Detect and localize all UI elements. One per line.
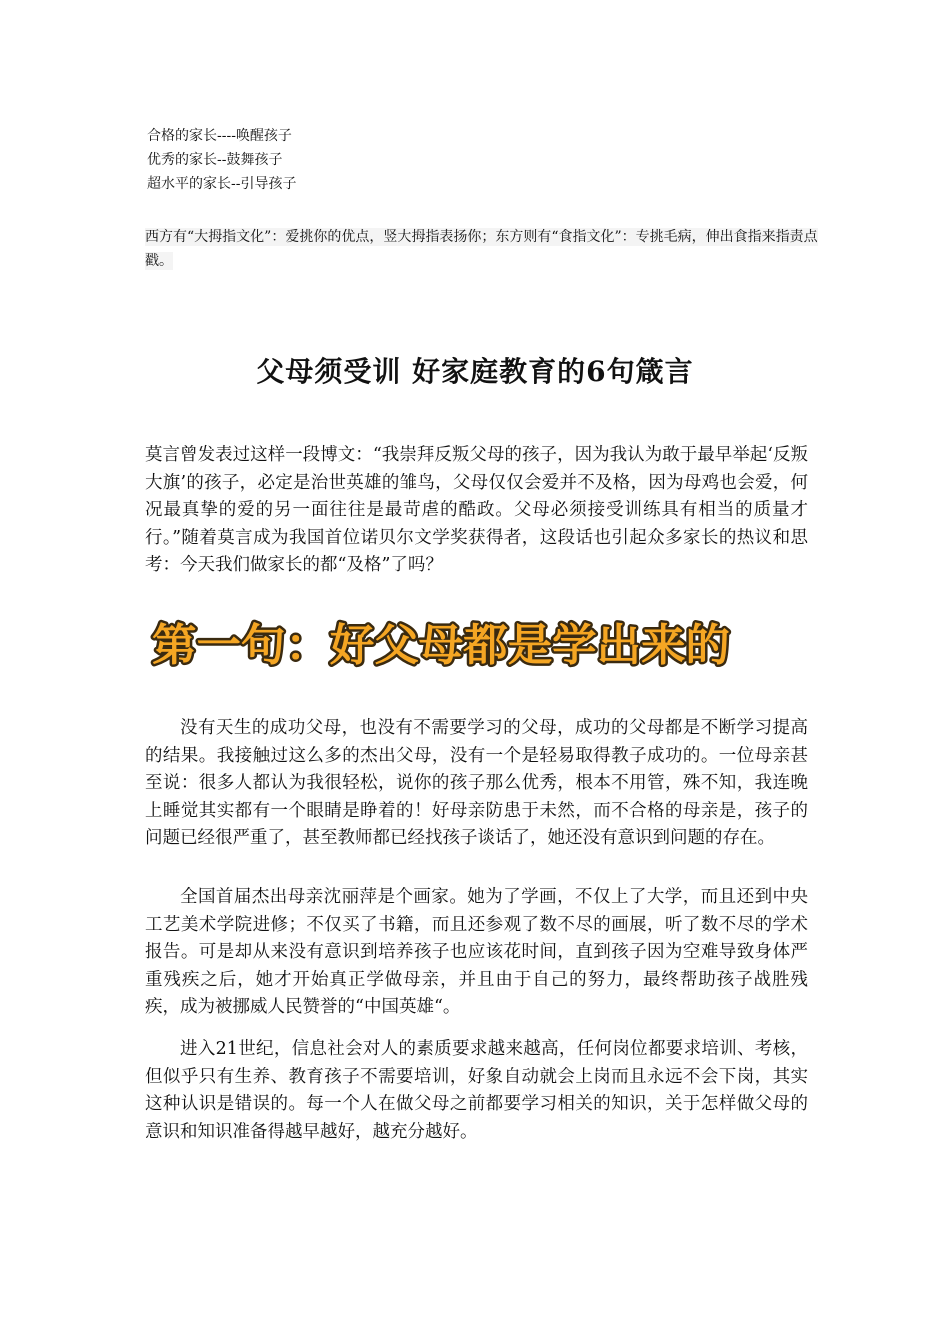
culture-note-block <box>145 225 825 273</box>
culture-note: 西方有“大拇指文化”：爱挑你的优点，竖大拇指表扬你；东方则有“食指文化”：专挑毛病，伸出食指来指责点戳。 <box>145 229 818 269</box>
page-title: 父母须受训 好家庭教育的6句箴言 <box>256 355 694 388</box>
section-banner <box>148 608 748 680</box>
banner-heading: 第一句：好父母都是学出来的 <box>152 620 730 671</box>
intro-line: 合格的家长----唤醒孩子 <box>147 128 292 144</box>
body-paragraph: 全国首届杰出母亲沈丽萍是个画家。她为了学画，不仅上了大学，而且还到中央工艺美术学院进修；不仅买了书籍，而且还参观了数不尽的画展，听了数不尽的学术报告。可是却从来没有意识到培养孩子也应该花时间，直到孩子因为空难导致身体严重残疾之后，她才开始真正学做母亲，并且由于自己的努力，最终帮助孩子战胜残疾，成为被挪威人民赞誉的“中国英雄“。 <box>145 887 808 1017</box>
intro-lines <box>147 124 647 196</box>
body-paragraph: 没有天生的成功父母，也没有不需要学习的父母，成功的父母都是不断学习提高的结果。我接触过这么多的杰出父母，没有一个是轻易取得教子成功的。一位母亲甚至说：很多人都认为我很轻松，说你的孩子那么优秀，根本不用管，殊不知，我连晚上睡觉其实都有一个眼睛是睁着的！好母亲防患于未然，而不合格的母亲是，孩子的问题已经很严重了，甚至教师都已经找孩子谈话了，她还没有意识到问题的存在。 <box>145 718 808 848</box>
intro-line: 超水平的家长--引导孩子 <box>147 176 297 192</box>
intro-line: 优秀的家长--鼓舞孩子 <box>147 152 283 168</box>
body-paragraph: 进入21世纪，信息社会对人的素质要求越来越高，任何岗位都要求培训、考核，但似乎只有生养、教育孩子不需要培训，好象自动就会上岗而且永远不会下岗，其实这种认识是错误的。每一个人在做父母之前都要学习相关的知识，关于怎样做父母的意识和知识准备得越早越好，越充分越好。 <box>145 1039 808 1142</box>
lead-paragraph: 莫言曾发表过这样一段博文：“我崇拜反叛父母的孩子，因为我认为敢于最早举起‘反叛大旗’的孩子，必定是治世英雄的雏鸟，父母仅仅会爱并不及格，因为母鸡也会爱，何况最真挚的爱的另一面往往是最苛虐的酷政。父母必须接受训练具有相当的质量才行。”随着莫言成为我国首位诺贝尔文学奖获得者，这段话也引起众多家长的热议和思考：今天我们做家长的都“及格”了吗？ <box>145 445 808 575</box>
